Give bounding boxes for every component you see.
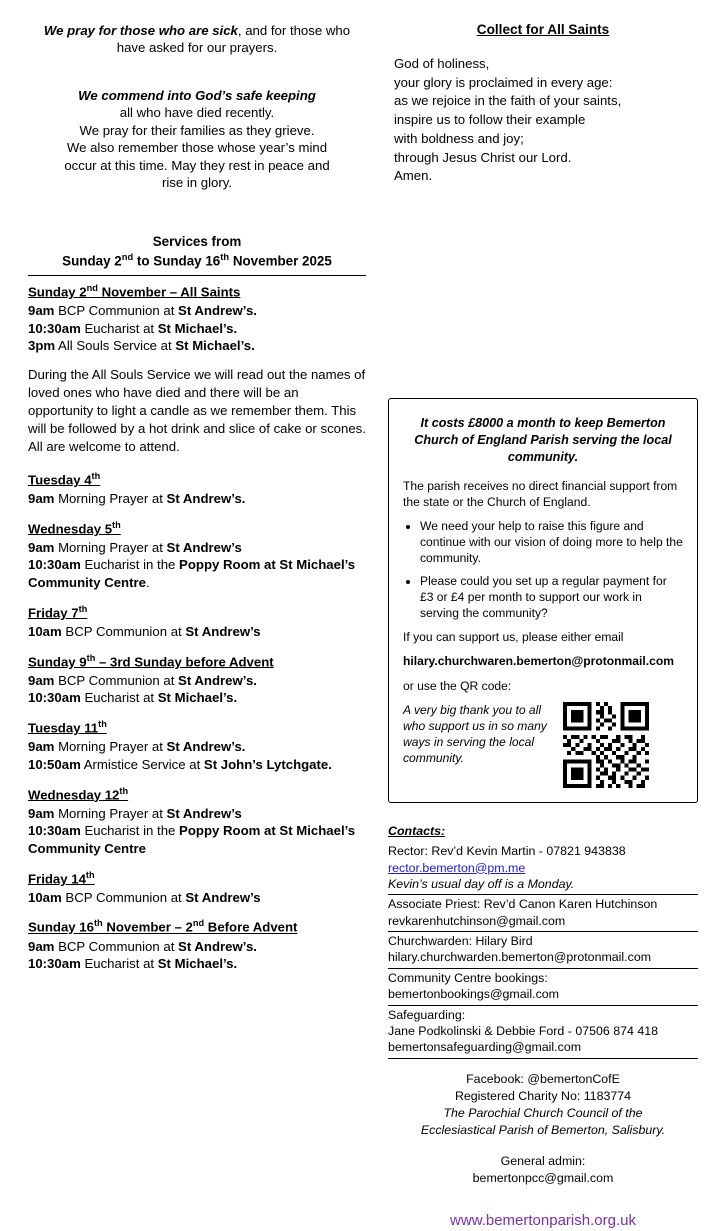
facebook-handle[interactable]: Facebook: @bemertonCofE [466, 1071, 620, 1086]
funding-para1: The parish receives no direct financial support from the state or the Church of England. [403, 478, 678, 509]
admin-block [388, 1153, 698, 1187]
pcc-line1: The Parochial Church Council of the [443, 1105, 643, 1120]
admin-email[interactable]: bemertonpcc@gmail.com [472, 1171, 614, 1186]
prayer-block [28, 22, 366, 191]
prayer-commend-line: all who have died recently. [119, 105, 275, 121]
contact-row-associate-priest [388, 895, 698, 932]
services-heading [28, 233, 366, 273]
contacts-title: Contacts: [388, 823, 446, 838]
pcc-line2: Ecclesiastical Parish of Bemerton, Salisbury. [420, 1122, 666, 1137]
collect-line: inspire us to follow their example [394, 112, 586, 128]
service-line: 10:30am Eucharist at St Michael’s. [28, 690, 238, 706]
service-date: Sunday 16th November – 2nd Before Advent [28, 918, 298, 935]
charity-number: Registered Charity No: 1183774 [454, 1088, 632, 1103]
service-date: Sunday 9th – 3rd Sunday before Advent [28, 652, 274, 669]
service-date: Friday 14th [28, 869, 95, 887]
admin-title: General admin: [500, 1154, 586, 1169]
qr-code-icon [563, 702, 649, 788]
funding-support-intro: If you can support us, please either email [403, 630, 624, 645]
contact-label: Safeguarding: [388, 1007, 466, 1022]
collect-title: Collect for All Saints [476, 22, 610, 37]
prayer-commend [28, 87, 366, 192]
contact-email[interactable]: revkarenhutchinson@gmail.com [388, 913, 566, 928]
collect-line: through Jesus Christ our Lord. [394, 149, 572, 165]
prayer-sick-rest: , and for those who have asked for our prayers. [116, 23, 351, 56]
contact-email[interactable]: rector.bemerton@pm.me [388, 860, 526, 875]
service-group [28, 869, 366, 907]
service-line: 9am BCP Communion at St Andrew’s. [28, 303, 257, 319]
service-group [28, 519, 366, 592]
contact-names: Jane Podkolinski & Debbie Ford - 07506 874 418 [388, 1023, 659, 1038]
service-group [28, 917, 366, 972]
service-date: Wednesday 12th [28, 785, 129, 802]
service-line: 9am Morning Prayer at St Andrew’s. [28, 491, 246, 507]
all-souls-note: During the All Souls Service we will read out the names of loved ones who have died and there will be an opportunity to light a candle as we remember them. This will be followed by a hot drink and slice of cake or scones. All are welcome to attend. [28, 367, 366, 454]
prayer-commend-line: We also remember those whose year’s mind [66, 140, 328, 156]
service-line: 9am Morning Prayer at St Andrew’s [28, 539, 242, 555]
funding-appeal-box [388, 398, 698, 803]
service-line: 10am BCP Communion at St Andrew’s [28, 623, 261, 639]
funding-bullet: • We need your help to raise this figure and continue with our vision of doing more to help the community. [420, 518, 683, 567]
left-column [28, 22, 366, 984]
service-group [28, 652, 366, 707]
funding-bullets [403, 518, 683, 621]
contact-label: Rector: Rev’d Kevin Martin - 07821 943838 [388, 844, 626, 859]
contact-label: Churchwarden: Hilary Bird [388, 934, 533, 948]
contact-row-safeguarding [388, 1006, 698, 1059]
prayer-commend-line: We pray for their families as they grieve. [79, 122, 315, 138]
service-date: Wednesday 5th [28, 519, 121, 537]
contact-email[interactable]: bemertonsafeguarding@gmail.com [388, 1040, 582, 1055]
funding-qr-intro: or use the QR code: [403, 678, 512, 693]
funding-thanks: A very big thank you to all who support us in so many ways in serving the local community. [403, 702, 547, 766]
service-date: Tuesday 11th [28, 719, 107, 736]
contact-label: Associate Priest: Rev’d Canon Karen Hutchinson [388, 897, 658, 912]
service-line: 10am BCP Communion at St Andrew’s [28, 889, 261, 905]
contact-email[interactable]: bemertonbookings@gmail.com [388, 987, 559, 1002]
service-line: 10:30am Eucharist in the Poppy Room at St Michael’s Community Centre. [28, 557, 356, 591]
funding-support-email[interactable]: hilary.churchwaren.bemerton@protonmail.com [403, 654, 674, 669]
service-date: Sunday 2nd November – All Saints [28, 283, 241, 300]
contact-email[interactable]: hilary.churchwarden.bemerton@protonmail.com [388, 950, 652, 965]
prayer-commend-line: occur at this time. May they rest in peace and [64, 157, 330, 173]
service-line: 10:50am Armistice Service at St John’s Lytchgate. [28, 756, 332, 772]
service-group [28, 785, 366, 858]
services-heading-line2: Sunday 2nd to Sunday 16th November 2025 [62, 252, 332, 269]
service-group [28, 603, 366, 641]
prayer-sick [28, 22, 366, 57]
collect-line: with boldness and joy; [394, 130, 524, 146]
prayer-commend-line: rise in glory. [161, 174, 233, 190]
service-line: 9am Morning Prayer at St Andrew’s [28, 805, 242, 821]
service-line: 10:30am Eucharist at St Michael’s. [28, 320, 238, 336]
contact-label: Community Centre bookings: [388, 970, 548, 985]
service-group [28, 718, 366, 773]
contact-row-rector [388, 842, 698, 895]
funding-headline: It costs £8000 a month to keep Bemerton Church of England Parish serving the local community. [414, 416, 672, 465]
collect-body [388, 55, 698, 186]
services-heading-line1: Services from [152, 234, 242, 250]
service-line: 9am Morning Prayer at St Andrew’s. [28, 739, 246, 755]
service-group [28, 282, 366, 355]
service-line: 10:30am Eucharist in the Poppy Room at St Michael’s Community Centre [28, 823, 356, 856]
service-date: Friday 7th [28, 603, 88, 621]
service-group [28, 470, 366, 508]
contact-note: Kevin’s usual day off is a Monday. [388, 876, 575, 891]
contacts-section [388, 823, 698, 1231]
service-line: 9am BCP Communion at St Andrew’s. [28, 672, 257, 688]
service-line: 9am BCP Communion at St Andrew’s. [28, 938, 257, 954]
collect-line: your glory is proclaimed in every age: [394, 74, 613, 90]
website-link[interactable]: www.bemertonparish.org.uk [450, 1212, 636, 1230]
contact-row-churchwarden [388, 932, 698, 969]
collect-line: Amen. [394, 168, 433, 184]
service-line: 10:30am Eucharist at St Michael’s. [28, 956, 238, 972]
contact-row-bookings [388, 969, 698, 1006]
prayer-sick-lead: We pray for those who are sick [43, 23, 238, 38]
funding-bullet: • Please could you set up a regular payment for £3 or £4 per month to support our work in serving the community? [420, 573, 683, 622]
service-line: 3pm All Souls Service at St Michael’s. [28, 338, 255, 354]
heading-divider [28, 275, 366, 276]
right-column [388, 22, 698, 1231]
prayer-commend-lead: We commend into God’s safe keeping [78, 87, 316, 103]
qr-row [403, 702, 683, 788]
collect-line: God of holiness, [394, 56, 490, 71]
collect-line: as we rejoice in the faith of your saints, [394, 93, 622, 109]
org-footer [388, 1071, 698, 1139]
services-section [28, 233, 366, 973]
service-date: Tuesday 4th [28, 470, 101, 488]
